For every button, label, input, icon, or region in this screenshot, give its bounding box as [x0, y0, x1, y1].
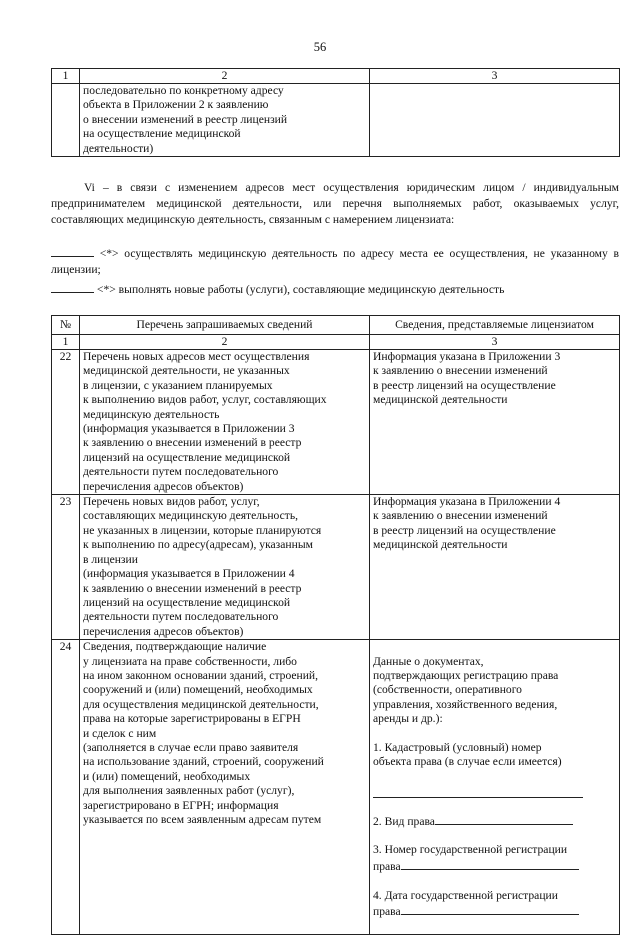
registration-number-item [373, 843, 616, 874]
col-number-1: 1 [52, 335, 80, 350]
col-number-3: 3 [370, 69, 620, 84]
licensee-info-cell [370, 640, 620, 935]
requested-info-cell: Перечень новых адресов мест осуществления медицинской деятельности, не указанных в лицензии, с указанием планируемых к выполнению видов работ, услуг, составляющих медицинскую деятельность (информация указывается в Приложении 3 к заявлению о внесении изменений в реестр лицензий на осуществление медицинской деятельности путем последовательного перечисления адресов объектов) [80, 350, 370, 495]
right-type-fill-line [435, 813, 573, 825]
requested-info-cell: последовательно по конкретному адресу объекта в Приложении 2 к заявлению о внесении изменений в реестр лицензий на осуществление медицинской деятельности) [80, 84, 370, 157]
option-address [51, 245, 619, 278]
header-licensee-info: Сведения, представляемые лицензиатом [370, 316, 620, 335]
row-number-cell [52, 84, 80, 157]
right-type-item [373, 813, 616, 829]
option-services-blank [51, 281, 94, 293]
registration-docs-intro: Данные о документах, подтверждающих регистрацию права (собственности, оперативного управления, хозяйственного ведения, аренды и др.): [373, 654, 559, 726]
registration-number-label: 3. Номер государственной регистрации права [373, 843, 568, 873]
option-address-text: <*> осуществлять медицинскую деятельность по адресу места ее осуществления, не указанному в лицензии; [51, 247, 619, 277]
licensee-info-cell: Информация указана в Приложении 3 к заявлению о внесении изменений в реестр лицензий на осуществление медицинской деятельности [370, 350, 620, 495]
row-number: 24 [52, 640, 80, 935]
licensee-info-cell: Информация указана в Приложении 4 к заявлению о внесении изменений в реестр лицензий на осуществление медицинской деятельности [370, 495, 620, 640]
registration-number-fill-line [401, 858, 579, 870]
registration-date-item [373, 889, 616, 920]
table-row-24 [52, 640, 620, 935]
option-services-text: <*> выполнять новые работы (услуги), составляющие медицинскую деятельность [96, 283, 505, 296]
registration-date-label: 4. Дата государственной регистрации права [373, 888, 558, 919]
cadastral-number-fill-line [373, 784, 583, 798]
row-number: 23 [52, 495, 80, 640]
table-row-23 [52, 495, 620, 640]
page-number: 56 [313, 40, 327, 54]
row-number: 22 [52, 350, 80, 495]
col-number-3: 3 [370, 335, 620, 350]
col-number-2: 2 [80, 69, 370, 84]
option-services [51, 281, 619, 298]
header-requested-info: Перечень запрашиваемых сведений [80, 316, 370, 335]
table-row [52, 84, 620, 157]
header-row [52, 316, 620, 335]
section-vi-intro: Vi – в связи с изменением адресов мест осуществления юридическим лицом / индивидуальным предпринимателем медицинской деятельности, или перечня выполняемых работ, оказываемых услуг, составляющих медицинскую деятельность, связанным с намерением лицензиата: [51, 181, 619, 227]
header-number: № [52, 316, 80, 335]
option-address-blank [51, 245, 94, 257]
column-number-row [52, 335, 620, 350]
licensee-info-cell [370, 84, 620, 157]
col-number-2: 2 [80, 335, 370, 350]
requested-info-cell: Сведения, подтверждающие наличие у лицензиата на праве собственности, либо на ином законном основании зданий, строений, сооружений и (или) помещений, необходимых для осуществления медицинской деятельности, права на которые зарегистрированы в ЕГРН и сделок с ним (заполняется в случае если право заявителя на использование зданий, строений, сооружений и (или) помещений, необходимых для выполнения заявленных работ (услуг), зарегистрировано в ЕГРН; информация указывается по всем заявленным адресам путем [80, 640, 370, 935]
cadastral-number-item: 1. Кадастровый (условный) номер объекта права (в случае если имеется) [373, 740, 562, 769]
col-number-1: 1 [52, 69, 80, 84]
requested-info-cell: Перечень новых видов работ, услуг, составляющих медицинскую деятельность, не указанных в лицензии, которые планируются к выполнению по адресу(адресам), указанным в лицензии (информация указывается в Приложении 4 к заявлению о внесении изменений в реестр лицензий на осуществление медицинской деятельности путем последовательного перечисления адресов объектов) [80, 495, 370, 640]
column-number-row [52, 69, 620, 84]
requested-info-table [51, 315, 620, 935]
table-row-22 [52, 350, 620, 495]
right-type-label: 2. Вид права [373, 814, 435, 828]
continuation-table [51, 68, 620, 157]
